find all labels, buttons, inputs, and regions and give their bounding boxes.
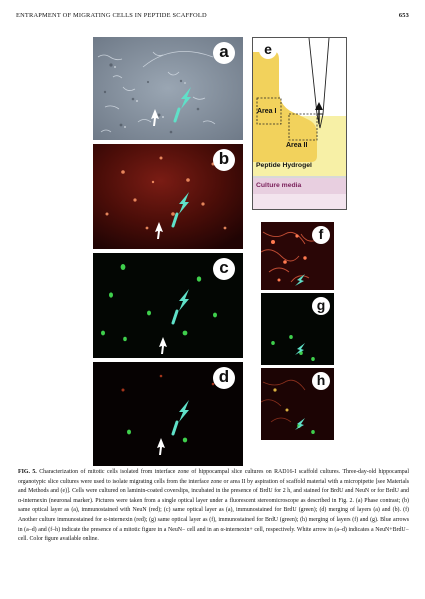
area-1-label: Area I bbox=[257, 108, 277, 115]
panel-f-label: f bbox=[312, 226, 330, 244]
panel-c-label: c bbox=[213, 258, 235, 280]
figure-caption bbox=[18, 468, 409, 545]
page-number: 653 bbox=[398, 12, 409, 19]
panel-d-label: d bbox=[213, 367, 235, 389]
panel-g-label: g bbox=[312, 297, 330, 315]
panel-b-label: b bbox=[213, 149, 235, 171]
panel-e-diagram bbox=[252, 37, 347, 210]
running-title: ENTRAPMENT OF MIGRATING CELLS IN PEPTIDE SCAFFOLD bbox=[16, 12, 207, 19]
panel-c-brdu-green bbox=[93, 253, 243, 358]
panel-e-label: e bbox=[259, 41, 277, 59]
figure-caption-text: Characterization of mitotic cells isolated from interface zone of hippocampal slice cultures on RAD16-I scaffold cultures. Three-day-old hippocampal organotypic slice cultures were used to isolate migrating cells from the interface zone or area II by aspiration of scaffold material with a micropipette [see Materials and Methods and (e)]. Cells were cultured on laminin-coated coverslips, incubated in the presence of BrdU for 2 h, and stained for BrdU and NeuN or for BrdU and α-internexin (neuronal marker). Pictures were taken from a single optical layer under a fluorescent stereomicroscope as described in Fig. 2. (a) Phase contrast; (b) same optical layer as (a), immunostained with NeuN (red); (c) same optical layer as (a), immunostained for BrdU (green); (d) merging of layers (a) and (b). (f) Another culture immunostained for α-internexin (red); (g) same optical layer as (f), immunostained for BrdU (green); (h) merging of layers (f) and (g). Blue arrows in (a–d) and (f–h) indicate the presence of a mitotic figure in a NeuN− cell and in an α-internexin+ cell, respectively. White arrow in (a–d) indicates a NeuN+BrdU− cell. Color figure available online. bbox=[18, 469, 409, 543]
panel-a-label: a bbox=[213, 42, 235, 64]
panel-b-neun-red bbox=[93, 144, 243, 249]
panel-d-merged bbox=[93, 362, 243, 466]
figure-label: FIG. 5. bbox=[18, 469, 37, 475]
running-header bbox=[16, 12, 409, 24]
panel-a-phase-contrast bbox=[93, 37, 243, 140]
panel-g-brdu-green bbox=[261, 293, 334, 365]
panel-f-internexin-red bbox=[261, 222, 334, 290]
panel-h-merged bbox=[261, 368, 334, 440]
panel-h-label: h bbox=[312, 372, 330, 390]
culture-media-label: Culture media bbox=[256, 182, 302, 189]
area-2-label: Area II bbox=[286, 142, 308, 149]
hydrogel-label: Peptide Hydrogel bbox=[256, 162, 312, 169]
